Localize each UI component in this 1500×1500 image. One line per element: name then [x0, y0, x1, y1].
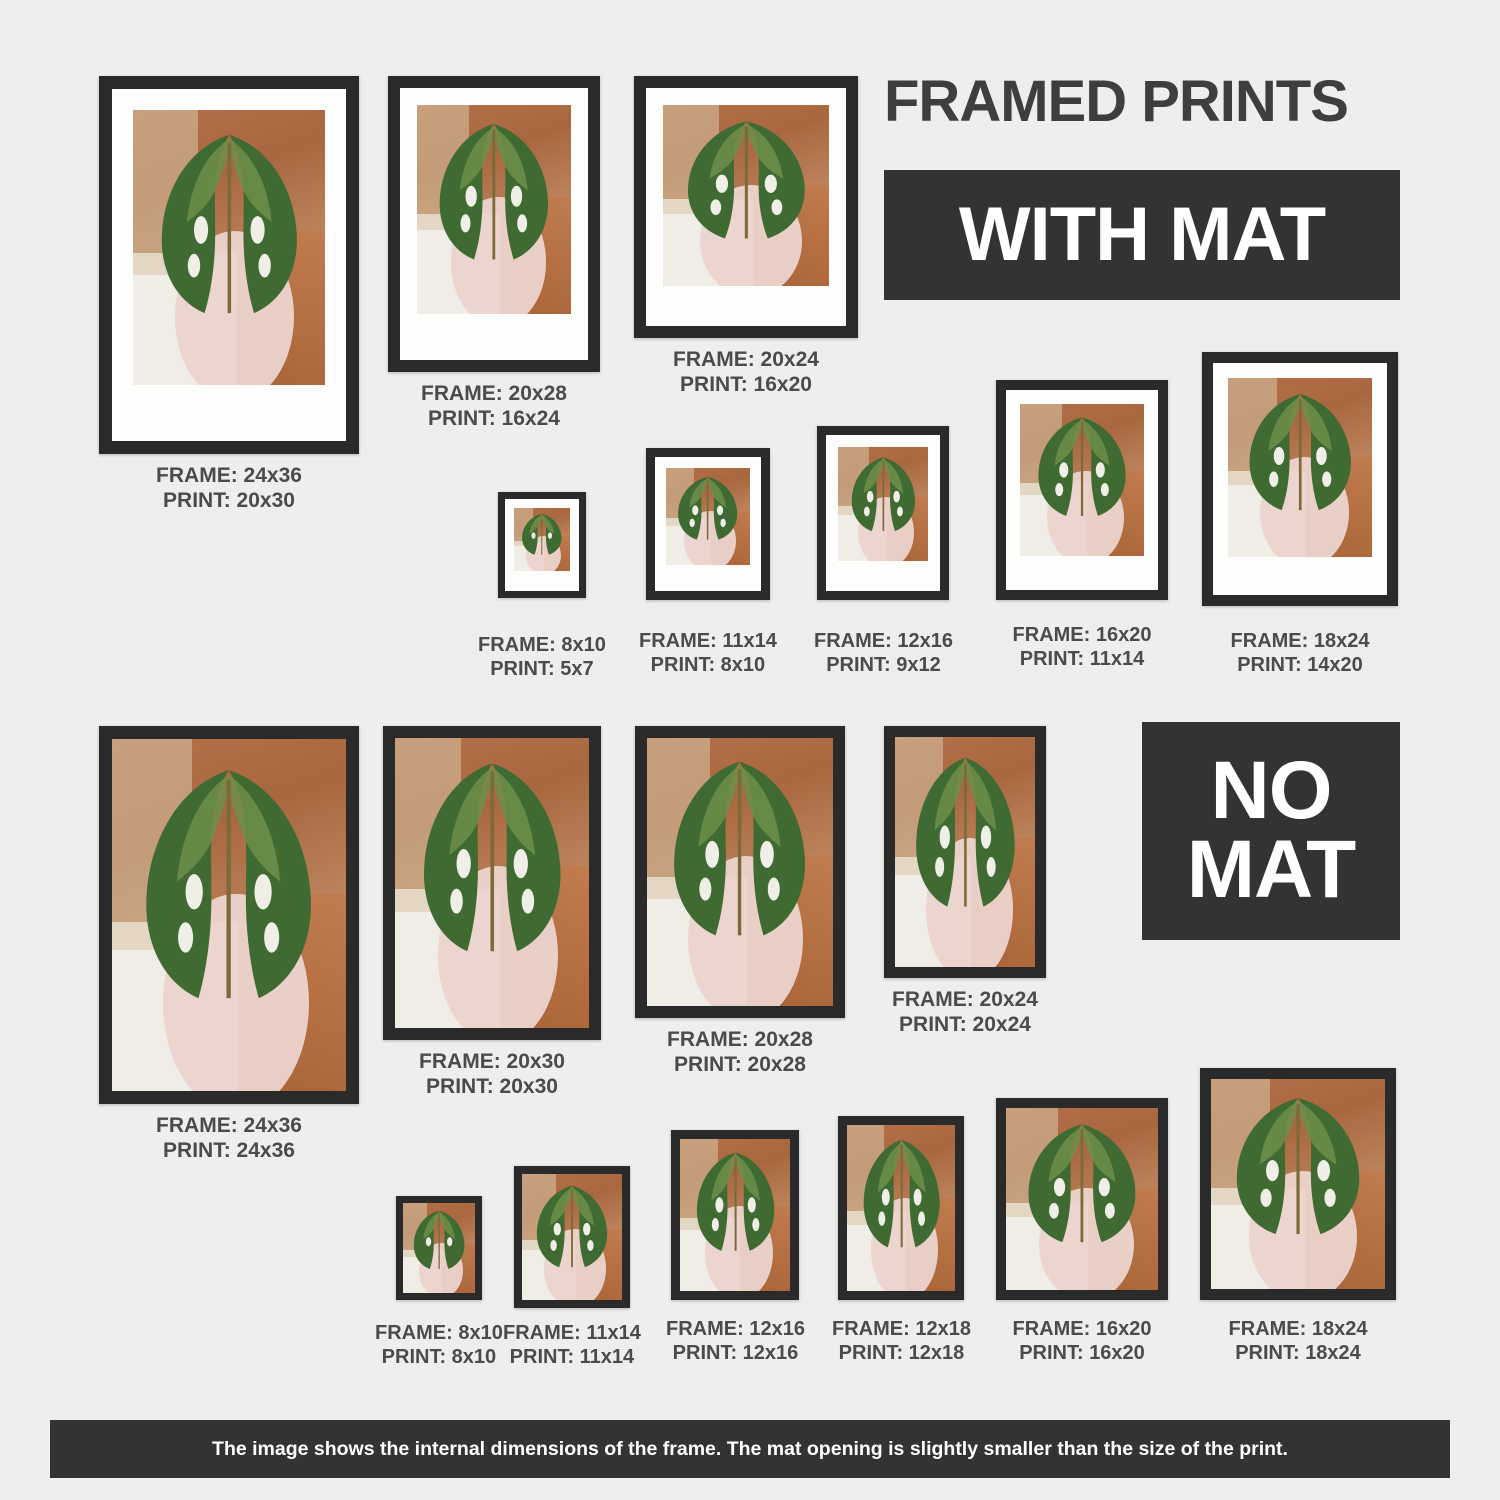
- frame-caption: [503, 1322, 641, 1369]
- frame-border: [388, 76, 600, 372]
- page-title: FRAMED PRINTS: [884, 69, 1348, 134]
- caption-print-size: PRINT: 20x28: [674, 1052, 806, 1076]
- footer-note-text: The image shows the internal dimensions of the frame. The mat opening is slightly smaller than the size of the print.: [212, 1437, 1288, 1460]
- frame-border: [646, 448, 770, 600]
- caption-frame-size: FRAME: 16x20: [1012, 1318, 1152, 1340]
- frame-item-with-mat-20x28[interactable]: [388, 76, 600, 432]
- artwork: [133, 110, 325, 385]
- artwork: [403, 1203, 475, 1293]
- caption-frame-size: FRAME: 11x14: [503, 1322, 641, 1344]
- frame-caption: [1231, 630, 1370, 677]
- frame-border: [634, 76, 858, 338]
- frame-item-no-mat-16x20[interactable]: [996, 1098, 1168, 1365]
- caption-frame-size: FRAME: 12x18: [832, 1318, 971, 1340]
- artwork: [663, 105, 829, 286]
- frame-border: [838, 1116, 964, 1300]
- frame-caption: [639, 630, 777, 677]
- frame-caption: [667, 1028, 813, 1078]
- frame-border: [99, 76, 359, 454]
- frame-border: [996, 380, 1168, 600]
- frame-caption: [832, 1318, 971, 1365]
- caption-print-size: PRINT: 8x10: [650, 653, 766, 676]
- with-mat-banner-label: WITH MAT: [958, 191, 1326, 277]
- artwork: [680, 1139, 790, 1291]
- artwork: [895, 737, 1035, 967]
- footer-note-bar: [50, 1420, 1450, 1478]
- caption-print-size: PRINT: 16x20: [680, 372, 812, 396]
- caption-print-size: PRINT: 20x24: [899, 1012, 1031, 1036]
- frame-caption: [673, 348, 819, 398]
- frame-border: [996, 1098, 1168, 1300]
- mat-board: [646, 88, 846, 326]
- frame-item-with-mat-12x16[interactable]: [814, 426, 953, 677]
- artwork: [395, 738, 589, 1028]
- mat-board: [1006, 390, 1158, 590]
- artwork: [666, 468, 750, 565]
- caption-print-size: PRINT: 16x20: [1019, 1341, 1145, 1364]
- frame-caption: [666, 1318, 805, 1365]
- frame-border: [514, 1166, 630, 1308]
- artwork: [647, 738, 833, 1006]
- frame-item-with-mat-16x20[interactable]: [996, 380, 1168, 671]
- frame-item-no-mat-20x24[interactable]: [884, 726, 1046, 1038]
- frame-border: [635, 726, 845, 1018]
- no-mat-banner-line2: MAT: [1186, 824, 1356, 915]
- frame-item-no-mat-12x18[interactable]: [832, 1116, 971, 1365]
- caption-print-size: PRINT: 11x14: [509, 1345, 635, 1368]
- artwork: [112, 739, 346, 1091]
- frame-caption: [156, 464, 302, 514]
- caption-print-size: PRINT: 18x24: [1235, 1341, 1361, 1364]
- frame-caption: [892, 988, 1038, 1038]
- frame-item-with-mat-11x14[interactable]: [639, 448, 777, 677]
- no-mat-banner: [1142, 722, 1400, 940]
- frame-border: [884, 726, 1046, 978]
- frame-item-with-mat-20x24[interactable]: [634, 76, 858, 398]
- caption-frame-size: FRAME: 8x10: [375, 1322, 503, 1344]
- caption-print-size: PRINT: 24x36: [163, 1138, 295, 1162]
- artwork: [522, 1174, 622, 1300]
- caption-frame-size: FRAME: 16x20: [1012, 624, 1152, 646]
- caption-frame-size: FRAME: 20x24: [673, 348, 819, 371]
- frame-border: [1202, 352, 1398, 606]
- mat-board: [112, 89, 346, 441]
- caption-print-size: PRINT: 20x30: [163, 488, 295, 512]
- caption-frame-size: FRAME: 20x28: [421, 382, 567, 405]
- caption-print-size: PRINT: 9x12: [826, 653, 941, 676]
- caption-frame-size: FRAME: 20x24: [892, 988, 1038, 1011]
- no-mat-banner-line1: NO: [1210, 745, 1332, 837]
- caption-frame-size: FRAME: 20x30: [419, 1050, 565, 1073]
- artwork: [1006, 1108, 1158, 1290]
- frame-border: [671, 1130, 799, 1300]
- frame-item-with-mat-18x24[interactable]: [1202, 352, 1398, 677]
- frame-item-no-mat-18x24[interactable]: [1200, 1068, 1396, 1365]
- caption-print-size: PRINT: 12x16: [672, 1341, 799, 1364]
- frame-caption: [375, 1322, 503, 1369]
- frame-border: [498, 492, 586, 598]
- artwork: [514, 508, 570, 571]
- frame-item-no-mat-12x16[interactable]: [666, 1130, 805, 1365]
- caption-frame-size: FRAME: 24x36: [156, 464, 302, 487]
- caption-frame-size: FRAME: 11x14: [639, 630, 777, 652]
- caption-frame-size: FRAME: 12x16: [666, 1318, 805, 1340]
- caption-frame-size: FRAME: 18x24: [1230, 630, 1370, 652]
- mat-board: [1213, 363, 1387, 595]
- frame-caption: [1013, 624, 1152, 671]
- frame-item-with-mat-24x36[interactable]: [99, 76, 359, 514]
- caption-print-size: PRINT: 12x18: [838, 1341, 965, 1364]
- frame-caption: [421, 382, 567, 432]
- artwork: [1020, 404, 1144, 556]
- frame-item-no-mat-20x28[interactable]: [635, 726, 845, 1078]
- mat-board: [400, 88, 588, 360]
- frame-caption: [478, 634, 606, 681]
- frame-border: [99, 726, 359, 1104]
- frame-caption: [1229, 1318, 1368, 1365]
- frame-border: [396, 1196, 482, 1300]
- mat-board: [826, 435, 940, 591]
- caption-print-size: PRINT: 8x10: [381, 1345, 497, 1368]
- caption-frame-size: FRAME: 24x36: [156, 1114, 302, 1137]
- caption-frame-size: FRAME: 18x24: [1228, 1318, 1368, 1340]
- frame-caption: [814, 630, 953, 677]
- frame-caption: [156, 1114, 302, 1164]
- with-mat-banner: [884, 170, 1400, 300]
- frame-caption: [1013, 1318, 1152, 1365]
- artwork: [1211, 1079, 1385, 1289]
- caption-print-size: PRINT: 16x24: [428, 406, 560, 430]
- mat-board: [505, 499, 579, 591]
- caption-print-size: PRINT: 11x14: [1019, 647, 1145, 670]
- frame-item-no-mat-11x14[interactable]: [503, 1166, 641, 1369]
- artwork: [417, 105, 571, 314]
- artwork: [847, 1125, 955, 1291]
- frame-item-no-mat-8x10[interactable]: [375, 1196, 503, 1369]
- caption-frame-size: FRAME: 12x16: [814, 630, 953, 652]
- frame-item-no-mat-24x36[interactable]: [99, 726, 359, 1164]
- frame-item-no-mat-20x30[interactable]: [383, 726, 601, 1100]
- artwork: [1228, 378, 1372, 557]
- frame-border: [383, 726, 601, 1040]
- caption-print-size: PRINT: 20x30: [426, 1074, 558, 1098]
- caption-print-size: PRINT: 14x20: [1237, 653, 1363, 676]
- frame-caption: [419, 1050, 565, 1100]
- caption-print-size: PRINT: 5x7: [490, 657, 594, 680]
- caption-frame-size: FRAME: 8x10: [478, 634, 606, 656]
- artwork: [838, 447, 928, 561]
- frame-item-with-mat-8x10[interactable]: [478, 492, 606, 681]
- caption-frame-size: FRAME: 20x28: [667, 1028, 813, 1051]
- mat-board: [655, 457, 761, 591]
- frame-border: [817, 426, 949, 600]
- frame-border: [1200, 1068, 1396, 1300]
